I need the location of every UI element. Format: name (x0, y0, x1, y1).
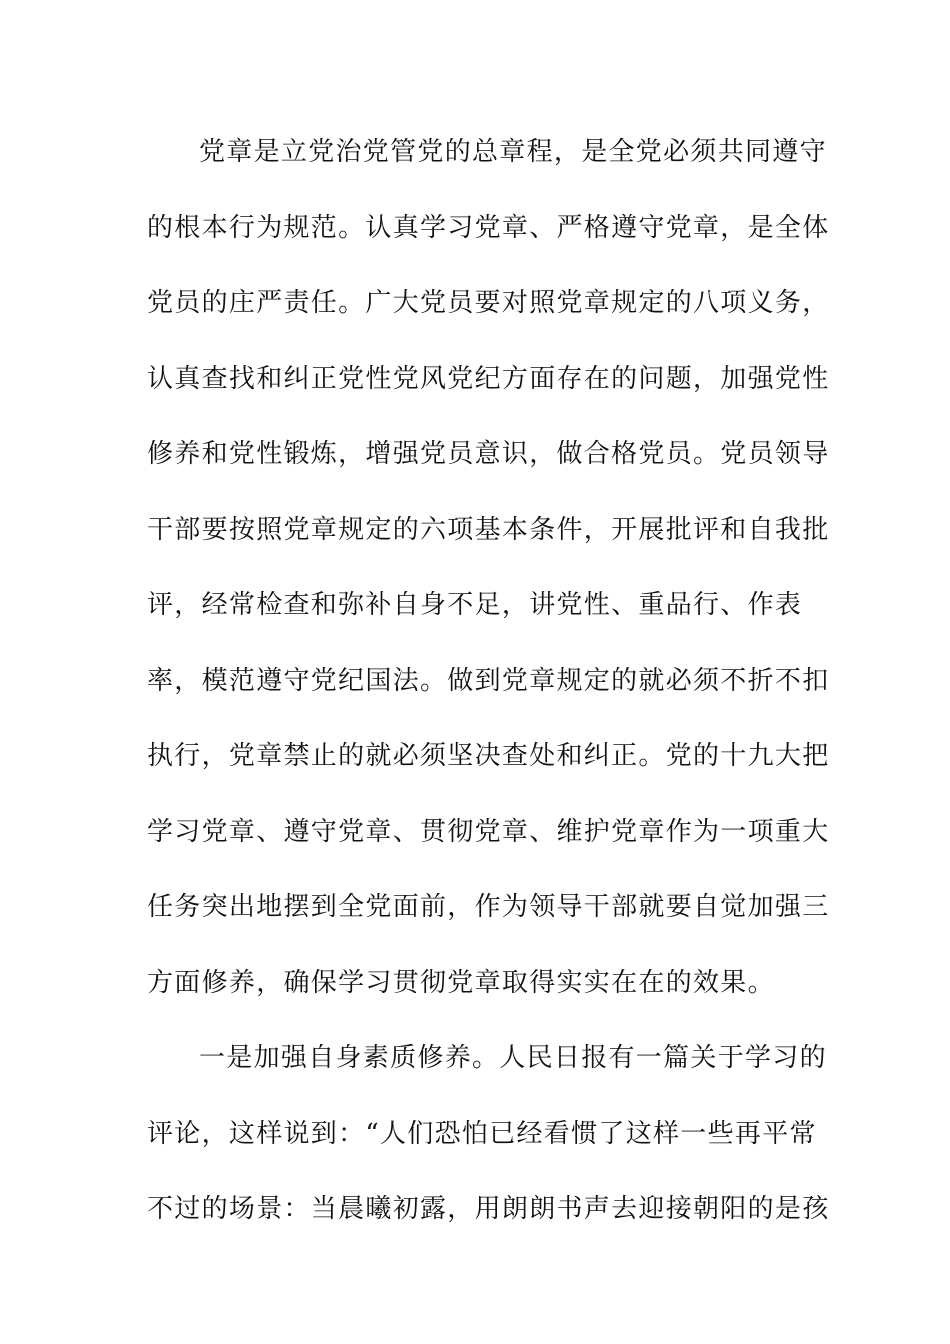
paragraph-1-line-12: 方面修养，确保学习贯彻党章取得实实在在的效果。 (147, 967, 775, 998)
body-text (147, 126, 830, 1259)
paragraph-1-line-4: 认真查找和纠正党性党风党纪方面存在的问题，加强党性 (147, 363, 830, 394)
paragraph-1-line-1: 党章是立党治党管党的总章程，是全党必须共同遵守 (199, 137, 827, 167)
paragraph-2-line-2: 评论，这样说到：“人们恐怕已经看惯了这样一些再平常 (147, 1118, 817, 1149)
paragraph-2-line-3: 不过的场景：当晨曦初露，用朗朗书声去迎接朝阳的是孩 (147, 1194, 830, 1224)
paragraph-1-line-9: 执行，党章禁止的就必须坚决查处和纠正。党的十九大把 (147, 741, 830, 771)
paragraph-1-line-8: 率，模范遵守党纪国法。做到党章规定的就必须不折不扣 (147, 665, 830, 696)
paragraph-1-line-10: 学习党章、遵守党章、贯彻党章、维护党章作为一项重大 (147, 816, 830, 847)
paragraph-2-line-1: 一是加强自身素质修养。人民日报有一篇关于学习的 (199, 1043, 827, 1073)
paragraph-1-line-7: 评，经常检查和弥补自身不足，讲党性、重品行、作表 (147, 590, 803, 620)
paragraph-1-line-11: 任务突出地摆到全党面前，作为领导干部就要自觉加强三 (147, 892, 830, 922)
paragraph-1-line-5: 修养和党性锻炼，增强党员意识，做合格党员。党员领导 (147, 439, 830, 469)
paragraph-1-line-3: 党员的庄严责任。广大党员要对照党章规定的八项义务， (147, 288, 830, 318)
paragraph-1-line-2: 的根本行为规范。认真学习党章、严格遵守党章，是全体 (147, 212, 830, 243)
paragraph-1-line-6: 干部要按照党章规定的六项基本条件，开展批评和自我批 (147, 514, 830, 545)
